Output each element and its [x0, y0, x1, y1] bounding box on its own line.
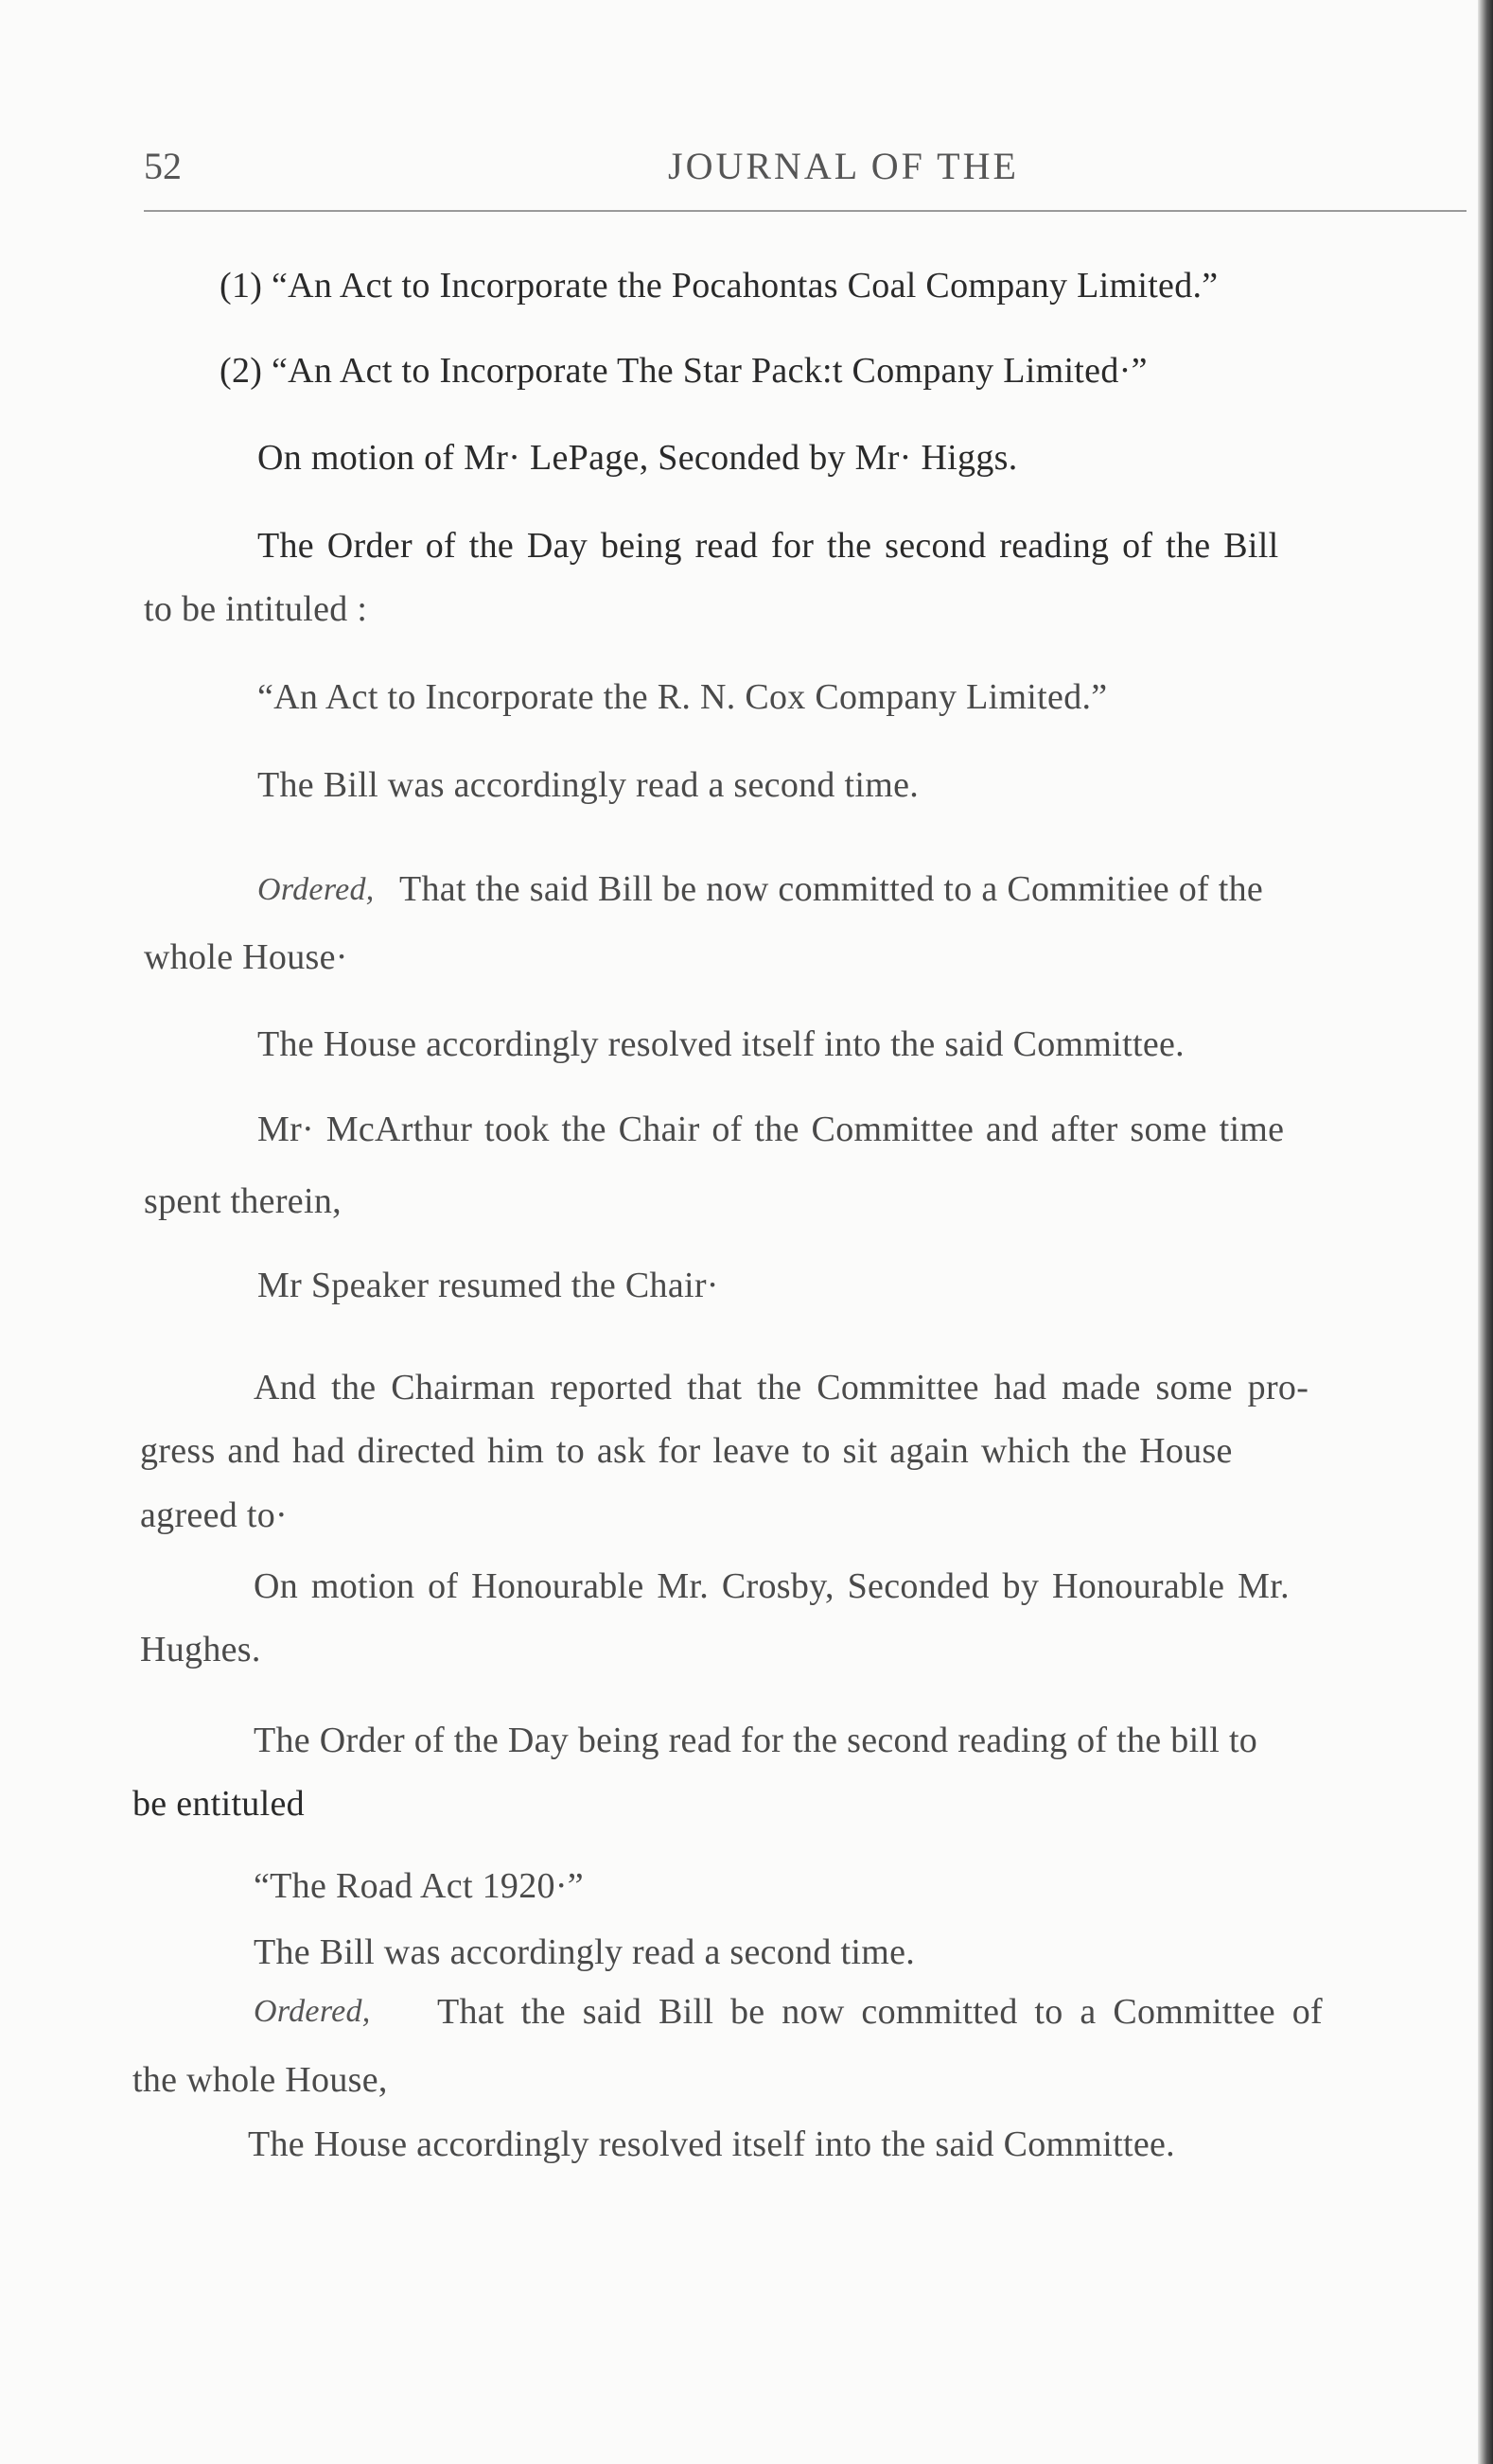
text-line: The Order of the Day being read for the second reading of the Bill	[257, 526, 1279, 566]
text-line: whole House·	[144, 937, 348, 977]
page-header-title: JOURNAL OF THE	[668, 145, 1019, 187]
page-number: 52	[144, 145, 182, 187]
text-line: to be intituled :	[144, 589, 368, 629]
text-line: Mr· McArthur took the Chair of the Committee and after some time	[257, 1110, 1285, 1149]
text-line: The Bill was accordingly read a second time.	[257, 765, 920, 805]
text-line: The House accordingly resolved itself into the said Committee.	[257, 1024, 1185, 1064]
text-line: The Order of the Day being read for the second reading of the bill to	[254, 1721, 1258, 1760]
text-line: On motion of Mr· LePage, Seconded by Mr· Higgs.	[257, 438, 1018, 478]
text-line: The House accordingly resolved itself into the said Committee.	[248, 2124, 1175, 2164]
header-rule	[144, 210, 1467, 212]
text-line: That the said Bill be now committed to a Commitiee of the	[399, 869, 1264, 909]
text-line: Hughes.	[140, 1630, 261, 1669]
text-line: (1) “An Act to Incorporate the Pocahontas Coal Company Limited.”	[220, 266, 1219, 306]
text-line: gress and had directed him to ask for leave to sit again which the House	[140, 1431, 1233, 1471]
text-line: That the said Bill be now committed to a Committee of	[437, 1992, 1323, 2032]
text-line: the whole House,	[132, 2060, 388, 2100]
text-line: “An Act to Incorporate the R. N. Cox Company Limited.”	[257, 677, 1108, 717]
text-line: agreed to·	[140, 1495, 288, 1535]
text-line: (2) “An Act to Incorporate The Star Pack:t Company Limited·”	[220, 351, 1148, 391]
ordered-label: Ordered,	[257, 872, 375, 907]
text-line: Mr Speaker resumed the Chair·	[257, 1266, 719, 1305]
page-edge-shadow	[1478, 0, 1493, 2464]
text-line: be entituled	[132, 1784, 305, 1824]
text-line: “The Road Act 1920·”	[254, 1866, 584, 1906]
text-line: On motion of Honourable Mr. Crosby, Seconded by Honourable Mr.	[254, 1566, 1290, 1606]
text-line: The Bill was accordingly read a second time.	[254, 1932, 916, 1972]
text-line: And the Chairman reported that the Committee had made some pro-	[254, 1368, 1309, 1407]
ordered-label: Ordered,	[254, 1994, 371, 2029]
text-line: spent therein,	[144, 1181, 342, 1221]
